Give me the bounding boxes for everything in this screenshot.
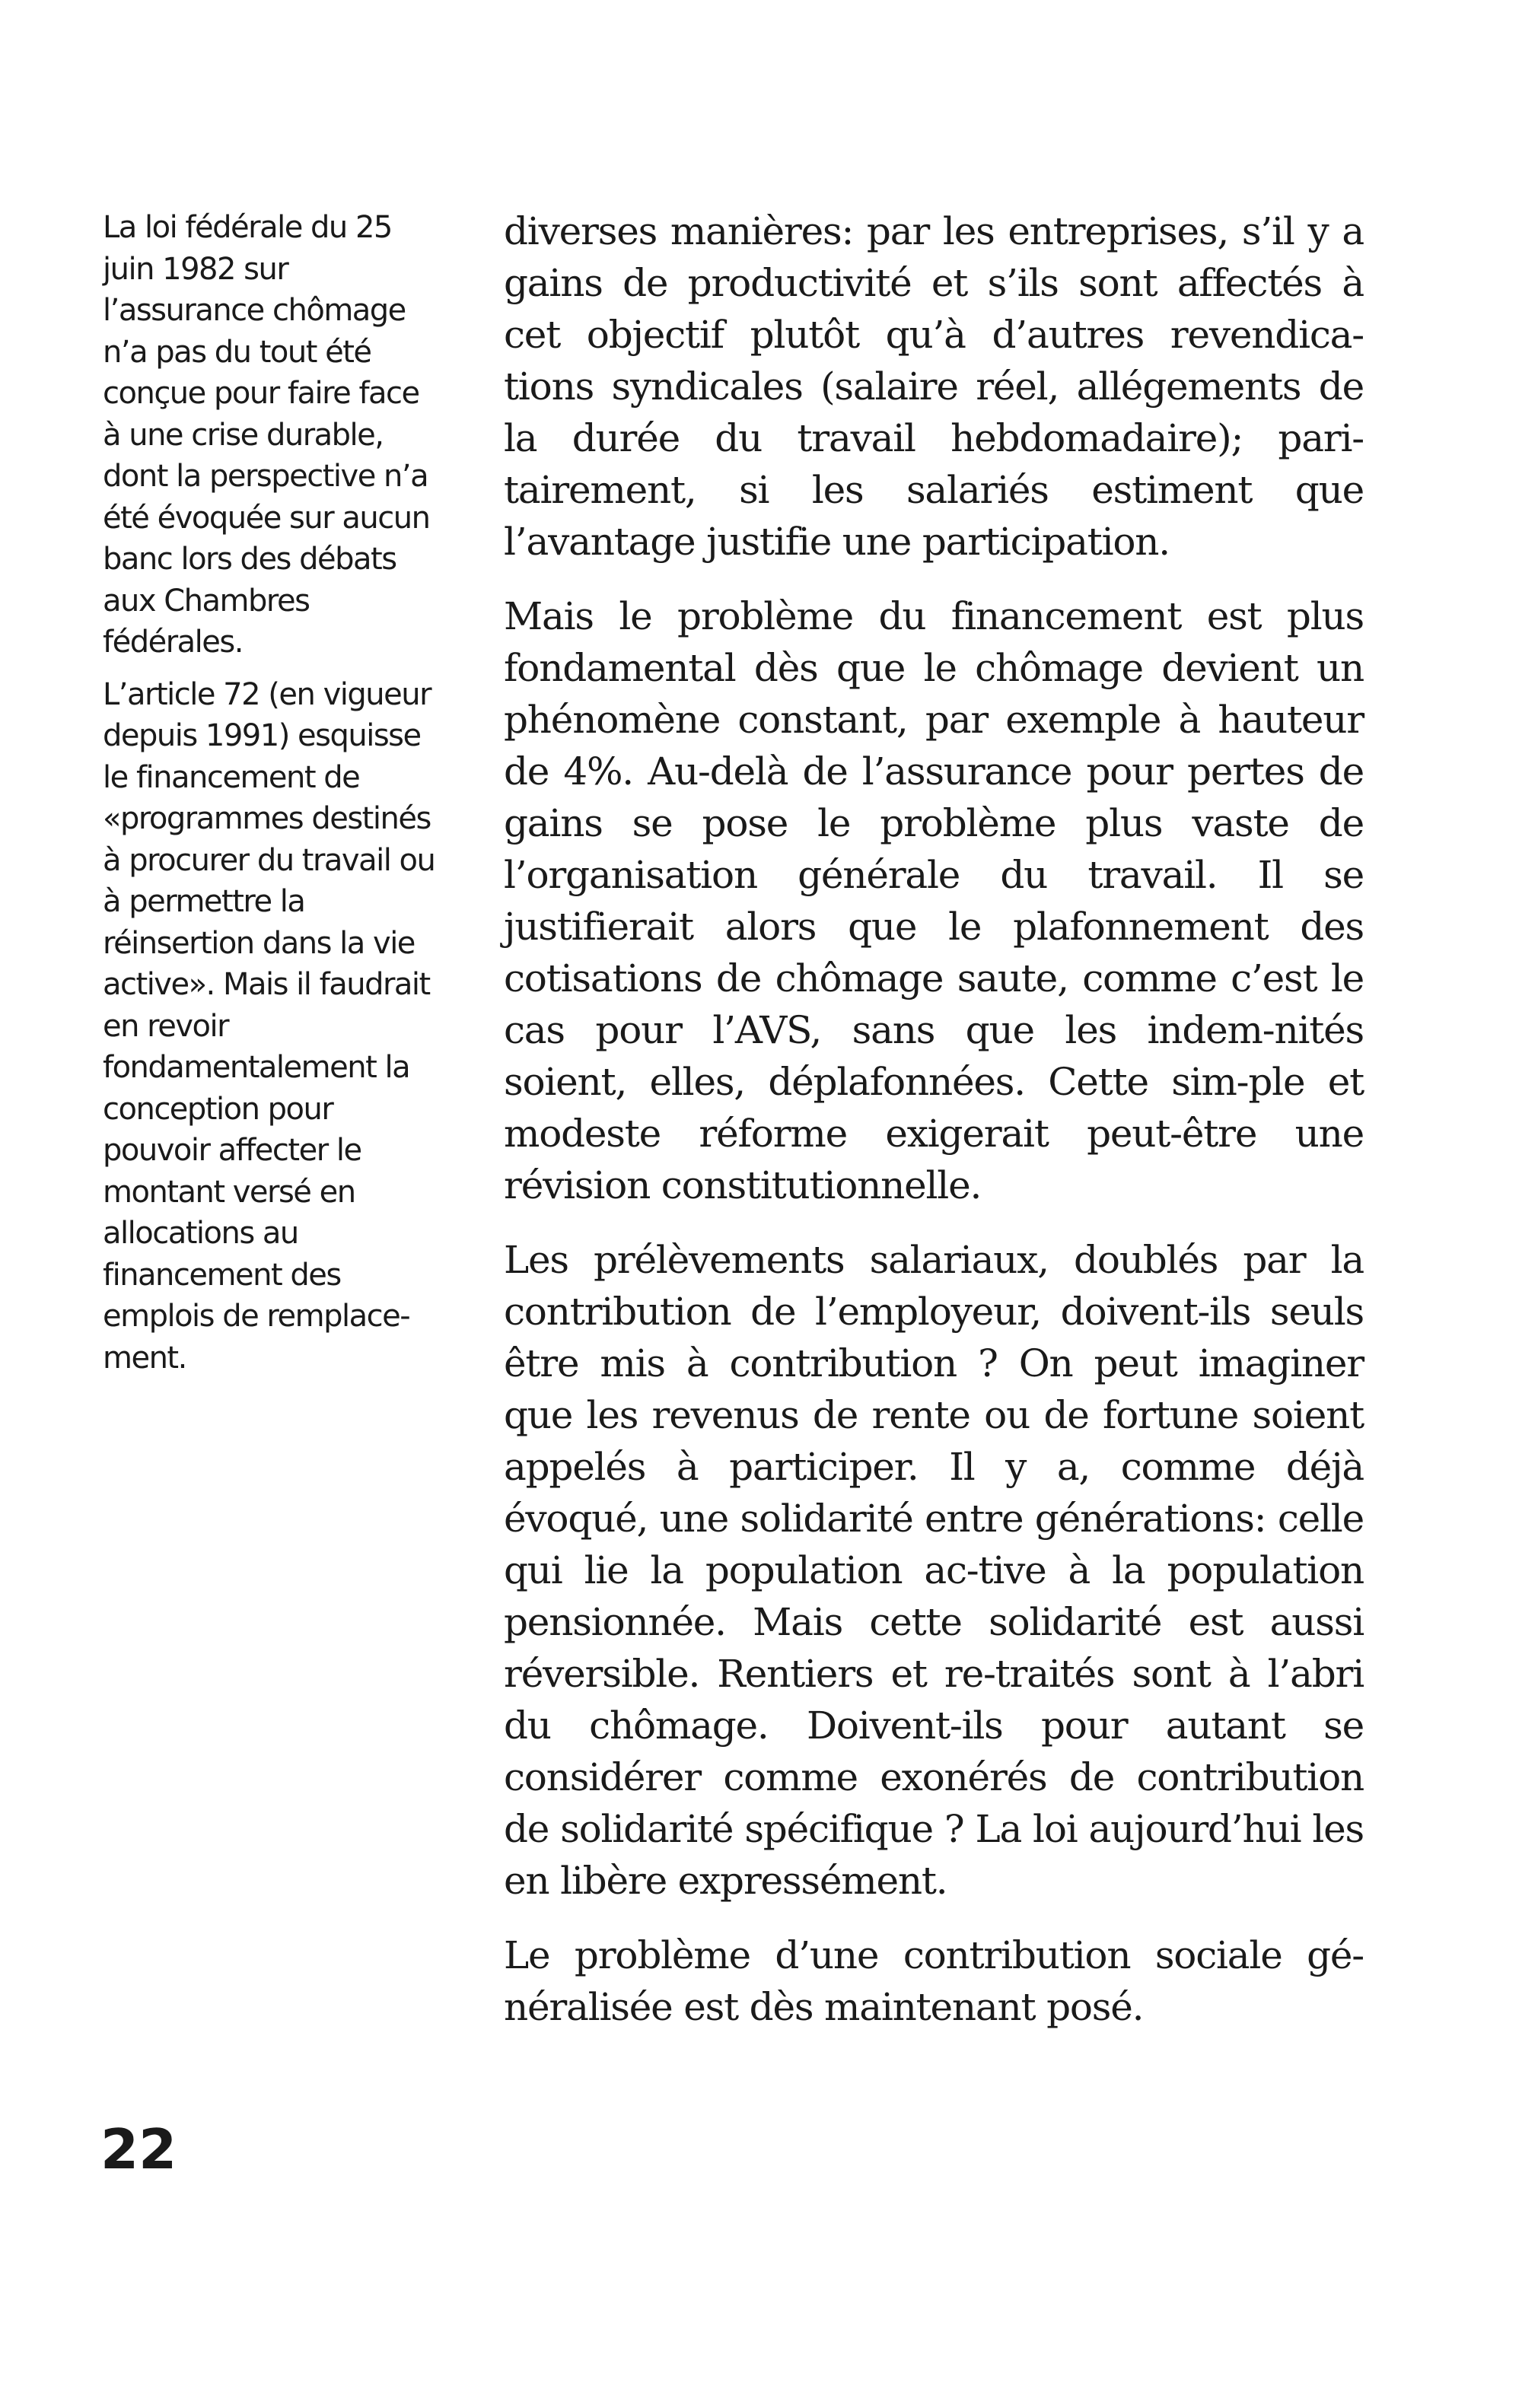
paragraph: diverses manières: par les entreprises, s’il y a gains de productivité et s’ils sont affectés à cet objectif plutôt qu’à d’autres revendica-tions syndicales (salaire réel, allégements de la durée du travail hebdomadaire); pari-tairement, si les salariés estiment que l’avantage justifie une participation. (504, 209, 1364, 564)
page-number: 22 (100, 2117, 177, 2181)
margin-note: La loi fédérale du 25 juin 1982 sur l’assurance chômage n’a pas du tout été conçue pour faire face à une crise durable, dont la perspective n’a été évoquée sur aucun banc lors des débats aux Chambres fédérales. (103, 210, 430, 660)
margin-note: L’article 72 (en vigueur depuis 1991) esquisse le financement de «programmes destinés à procurer du travail ou à permettre la réinsertion dans la vie active». Mais il faudrait en revoir fondamentalement la conception pour pouvoir affecter le montant versé en allocations au financement des emplois de remplace-ment. (103, 676, 435, 1376)
paragraph: Le problème d’une contribution sociale gé-néralisée est dès maintenant posé. (504, 1933, 1364, 2029)
paragraph: Mais le problème du financement est plus fondamental dès que le chômage devient un phénomène constant, par exemple à hauteur de 4%. Au-delà de l’assurance pour pertes de gains se pose le problème plus vaste de l’organisation générale du travail. Il se justifierait alors que le plafonnement des cotisations de chômage saute, comme c’est le cas pour l’AVS, sans que les indem-nités soient, elles, déplafonnées. Cette sim-ple et modeste réforme exigerait peut-être une révision constitutionnelle. (504, 594, 1364, 1207)
paragraph: Les prélèvements salariaux, doublés par la contribution de l’employeur, doivent-ils seuls être mis à contribution ? On peut imaginer que les revenus de rente ou de fortune soient appelés à participer. Il y a, comme déjà évoqué, une solidarité entre générations: celle qui lie la population ac-tive à la population pensionnée. Mais cette solidarité est aussi réversible. Rentiers et re-traités sont à l’abri du chômage. Doivent-ils pour autant se considérer comme exonérés de contribution de solidarité spécifique ? La loi aujourd’hui les en libère expressément. (504, 1238, 1364, 1903)
body-text (504, 205, 1364, 2056)
margin-notes (103, 207, 438, 1389)
